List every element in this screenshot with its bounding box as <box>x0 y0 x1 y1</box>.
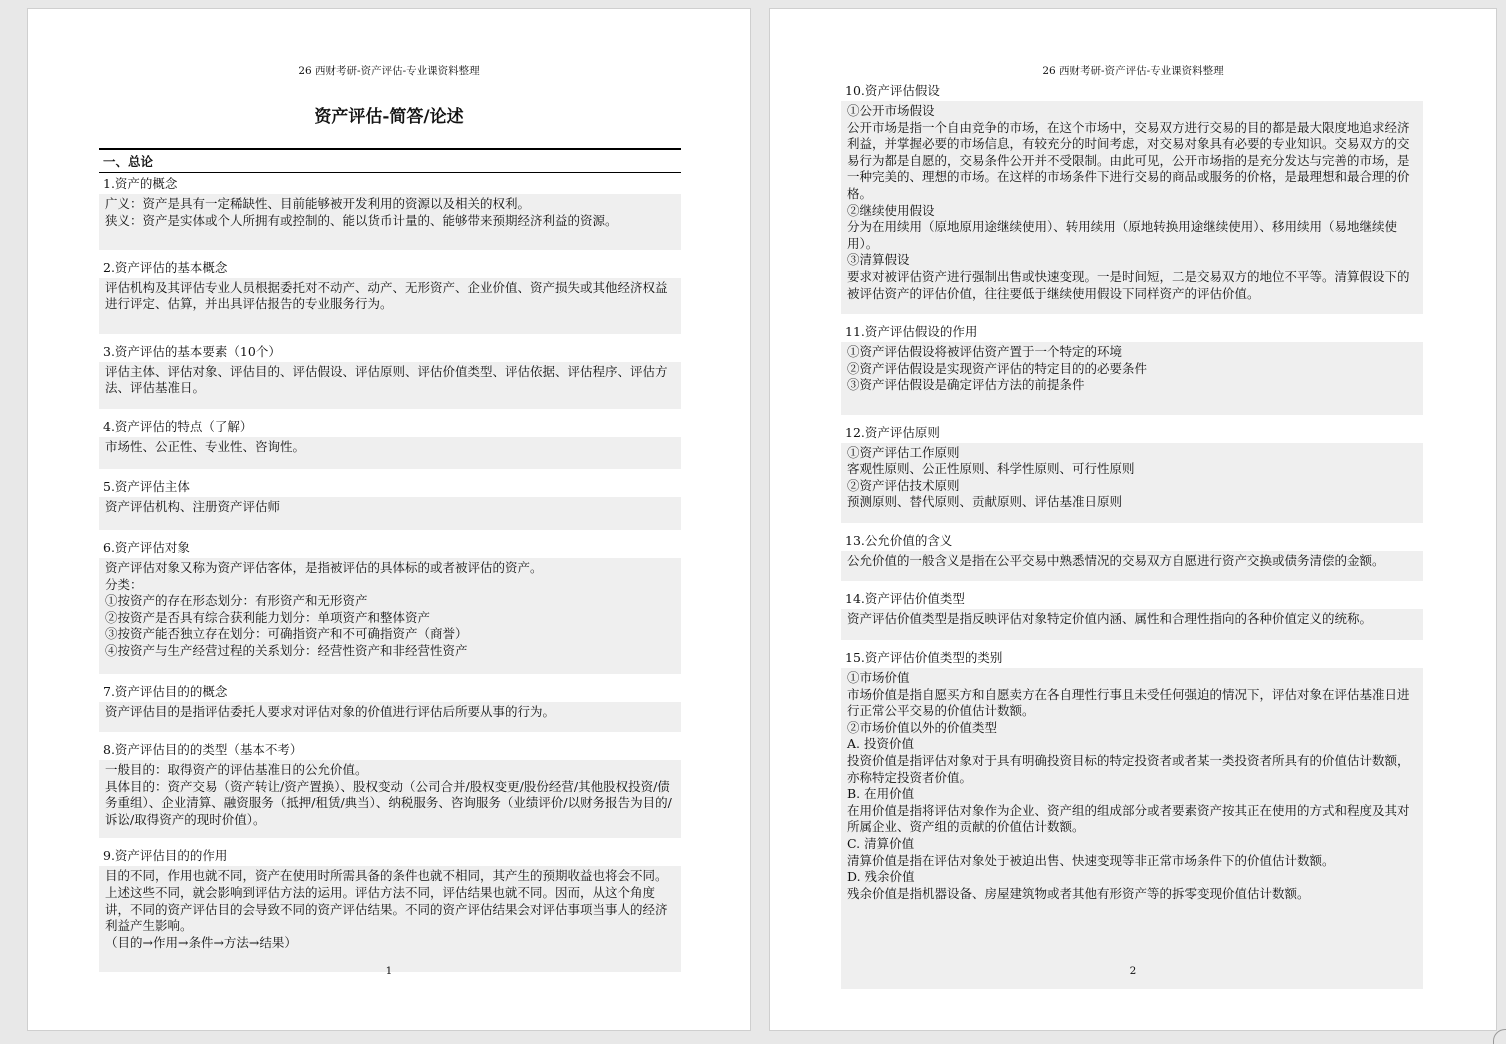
qa-block <box>841 81 1423 314</box>
question-heading: 3.资产评估的基本要素（10个） <box>103 343 281 359</box>
answer-box: 资产评估价值类型是指反映评估对象特定价值内涵、属性和合理性指向的各种价值定义的统称。 <box>841 609 1423 640</box>
question-heading: 1.资产的概念 <box>103 176 178 191</box>
qa-block <box>841 322 1423 414</box>
answer-box: 评估机构及其评估专业人员根据委托对不动产、动产、无形资产、企业价值、资产损失或其他经济权益进行评定、估算，并出具评估报告的专业服务行为。 <box>99 278 681 334</box>
qa-block <box>99 477 681 530</box>
question-heading: 11.资产评估假设的作用 <box>845 324 978 340</box>
qa-block <box>841 423 1423 523</box>
question-heading: 5.资产评估主体 <box>103 479 190 495</box>
question-heading: 7.资产评估目的的概念 <box>103 683 228 699</box>
qa-block <box>99 538 681 674</box>
qa-block <box>99 342 681 409</box>
answer-box: 评估主体、评估对象、评估目的、评估假设、评估原则、评估价值类型、评估依据、评估程序、评估方法、评估基准日。 <box>99 362 681 409</box>
qa-block <box>99 740 681 838</box>
document-page-1 <box>27 8 751 1031</box>
qa-block <box>841 648 1423 989</box>
section-heading: 一、总论 <box>99 148 681 173</box>
answer-box: 公允价值的一般含义是指在公平交易中熟悉情况的交易双方自愿进行资产交换或债务清偿的金额。 <box>841 551 1423 582</box>
page-number: 2 <box>1129 965 1137 977</box>
answer-box: 目的不同，作用也就不同，资产在使用时所需具备的条件也就不相同，其产生的预期收益也将会不同。上述这些不同，就会影响到评估方法的运用。评估方法不同，评估结果也就不同。因而，从这个角度讲，不同的资产评估目的会导致不同的资产评估结果。不同的资产评估结果会对评估事项当事人的经济利益产生影响。 （目的→作用→条件→方法→结果） <box>99 866 681 972</box>
document-page-2 <box>769 8 1497 1031</box>
page-title: 资产评估-简答/论述 <box>314 107 464 127</box>
question-heading: 2.资产评估的基本概念 <box>103 259 228 275</box>
question-heading: 4.资产评估的特点（了解） <box>103 418 253 434</box>
page-number: 1 <box>385 965 393 977</box>
answer-box: ①市场价值 市场价值是指自愿买方和自愿卖方在各自理性行事且未受任何强迫的情况下，评估对象在评估基准日进行正常公平交易的价值估计数额。 ②市场价值以外的价值类型 A. 投资价值 投资价值是指评估对象对于具有明确投资目标的特定投资者或者某一类投资者所具有的价值估计数额，亦称特定投资者价值。 B. 在用价值 在用价值是指将评估对象作为企业、资产组的组成部分或者要素资产按其正在使用的方式和程度及其对所属企业、资产组的贡献的价值估计数额。 C. 清算价值 清算价值是指在评估对象处于被迫出售、快速变现等非正常市场条件下的价值估计数额。 D. 残余价值 残余价值是指机器设备、房屋建筑物或者其他有形资产等的拆零变现价值估计数额。 <box>841 668 1423 989</box>
answer-box: 资产评估目的是指评估委托人要求对评估对象的价值进行评估后所要从事的行为。 <box>99 702 681 733</box>
answer-box: 资产评估机构、注册资产评估师 <box>99 497 681 530</box>
question-heading: 15.资产评估价值类型的类别 <box>845 650 1003 666</box>
qa-block <box>841 589 1423 640</box>
question-heading: 8.资产评估目的的类型（基本不考） <box>103 742 303 758</box>
qa-block <box>99 846 681 972</box>
answer-box: ①公开市场假设 公开市场是指一个自由竞争的市场，在这个市场中，交易双方进行交易的目的都是最大限度地追求经济利益，并掌握必要的市场信息，有较充分的时间考虑，对交易对象具有必要的专业知识。交易双方的交易行为都是自愿的，交易条件公开并不受限制。由此可见，公开市场指的是充分发达与完善的市场，是一种完美的、理想的市场。在这样的市场条件下进行交易的商品或服务的价格，是最理想和最合理的价格。 ②继续使用假设 分为在用续用（原地原用途继续使用）、转用续用（原地转换用途继续使用）、移用续用（易地继续使用）。 ③清算假设 要求对被评估资产进行强制出售或快速变现。一是时间短，二是交易双方的地位不平等。清算假设下的被评估资产的评估价值，往往要低于继续使用假设下同样资产的评估价值。 <box>841 101 1423 314</box>
qa-block <box>99 417 681 470</box>
page-content <box>841 81 1423 989</box>
resize-handle-icon[interactable] <box>1493 1029 1506 1044</box>
qa-block <box>99 174 681 250</box>
qa-block <box>841 531 1423 582</box>
page-content <box>99 148 681 972</box>
question-heading: 13.公允价值的含义 <box>845 532 953 548</box>
page-header: 26 西财考研-资产评估-专业课资料整理 <box>1042 65 1224 77</box>
qa-block <box>99 682 681 733</box>
answer-box: 市场性、公正性、专业性、咨询性。 <box>99 437 681 470</box>
answer-box: 一般目的：取得资产的评估基准日的公允价值。 具体目的：资产交易（资产转让/资产置换）、股权变动（公司合并/股权变更/股份经营/其他股权投资/债务重组）、企业清算、融资服务（抵押/租赁/典当）、纳税服务、咨询服务（业绩评价/以财务报告为目的/诉讼/取得资产的现时价值）。 <box>99 760 681 838</box>
question-heading: 6.资产评估对象 <box>103 539 190 555</box>
answer-box: ①资产评估工作原则 客观性原则、公正性原则、科学性原则、可行性原则 ②资产评估技术原则 预测原则、替代原则、贡献原则、评估基准日原则 <box>841 443 1423 523</box>
question-heading: 9.资产评估目的的作用 <box>103 848 228 864</box>
question-heading: 14.资产评估价值类型 <box>845 591 965 607</box>
answer-box: 资产评估对象又称为资产评估客体，是指被评估的具体标的或者被评估的资产。 分类： ①按资产的存在形态划分：有形资产和无形资产 ②按资产是否具有综合获利能力划分：单项资产和整体资产 ③按资产能否独立存在划分：可确指资产和不可确指资产（商誉） ④按资产与生产经营过程的关系划分：经营性资产和非经营性资产 <box>99 558 681 674</box>
answer-box: 广义：资产是具有一定稀缺性、目前能够被开发利用的资源以及相关的权利。 狭义：资产是实体或个人所拥有或控制的、能以货币计量的、能够带来预期经济利益的资源。 <box>99 194 681 250</box>
question-heading: 10.资产评估假设 <box>845 83 940 98</box>
question-heading: 12.资产评估原则 <box>845 424 940 440</box>
qa-block <box>99 258 681 334</box>
answer-box: ①资产评估假设将被评估资产置于一个特定的环境 ②资产评估假设是实现资产评估的特定目的的必要条件 ③资产评估假设是确定评估方法的前提条件 <box>841 342 1423 414</box>
page-header: 26 西财考研-资产评估-专业课资料整理 <box>298 65 480 77</box>
